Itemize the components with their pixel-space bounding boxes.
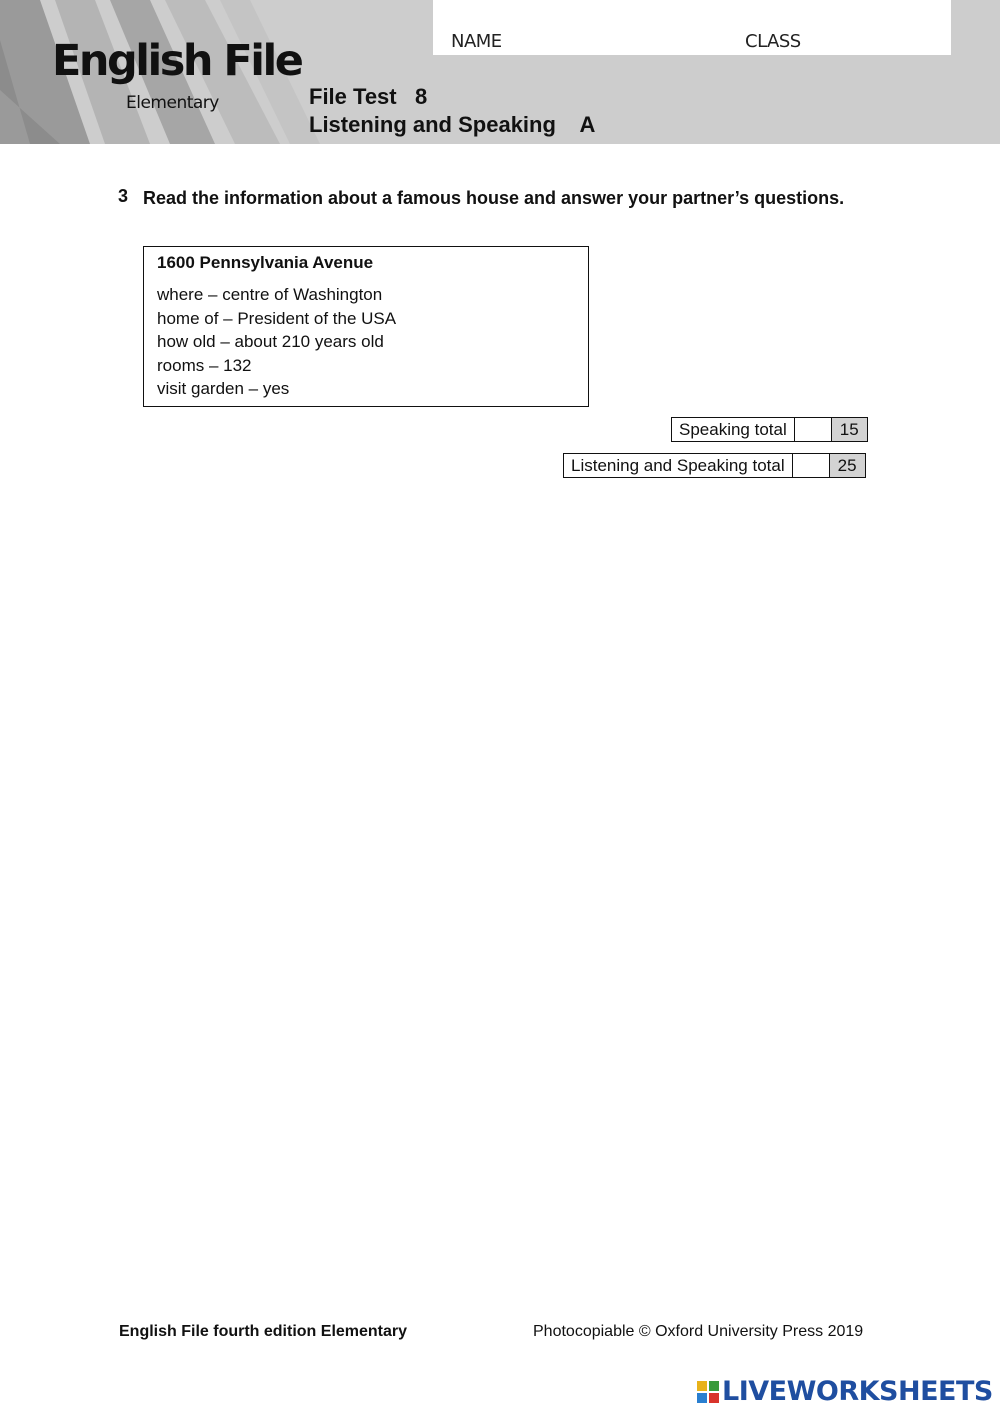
liveworksheets-logo-icon (697, 1381, 719, 1403)
logo-square (709, 1381, 719, 1391)
listening-speaking-max-score: 25 (829, 453, 866, 478)
info-card (143, 246, 589, 407)
footer-copyright: Photocopiable © Oxford University Press 2019 (533, 1323, 864, 1340)
question-number: 3 (118, 186, 129, 206)
info-line: visit garden – yes (157, 379, 290, 398)
logo-subtitle: Elementary (126, 93, 219, 113)
name-label: NAME (451, 31, 502, 52)
name-class-box (433, 0, 951, 55)
header-banner (0, 0, 1000, 144)
footer-edition: English File fourth edition Elementary (119, 1323, 408, 1340)
liveworksheets-text: LIVEWORKSHEETS (722, 1376, 993, 1407)
info-card-title: 1600 Pennsylvania Avenue (157, 253, 374, 272)
speaking-total-label: Speaking total (671, 417, 795, 442)
logo-square (697, 1393, 707, 1403)
question-instruction: Read the information about a famous house and answer your partner’s questions. (143, 188, 845, 208)
info-line: how old – about 210 years old (157, 332, 384, 351)
speaking-total-row (671, 417, 868, 442)
info-line: where – centre of Washington (157, 285, 383, 304)
speaking-score-field[interactable] (794, 417, 832, 442)
speaking-max-score: 15 (831, 417, 868, 442)
class-label: CLASS (745, 31, 801, 52)
test-subtitle: Listening and Speaking A (309, 112, 596, 137)
info-line: rooms – 132 (157, 356, 252, 375)
listening-speaking-total-row (563, 453, 866, 478)
info-line: home of – President of the USA (157, 309, 397, 328)
logo-square (709, 1393, 719, 1403)
listening-speaking-score-field[interactable] (792, 453, 830, 478)
logo-title: English File (52, 36, 302, 86)
test-title: File Test 8 (309, 84, 428, 109)
liveworksheets-watermark (697, 1378, 993, 1405)
listening-speaking-total-label: Listening and Speaking total (563, 453, 793, 478)
logo-square (697, 1381, 707, 1391)
